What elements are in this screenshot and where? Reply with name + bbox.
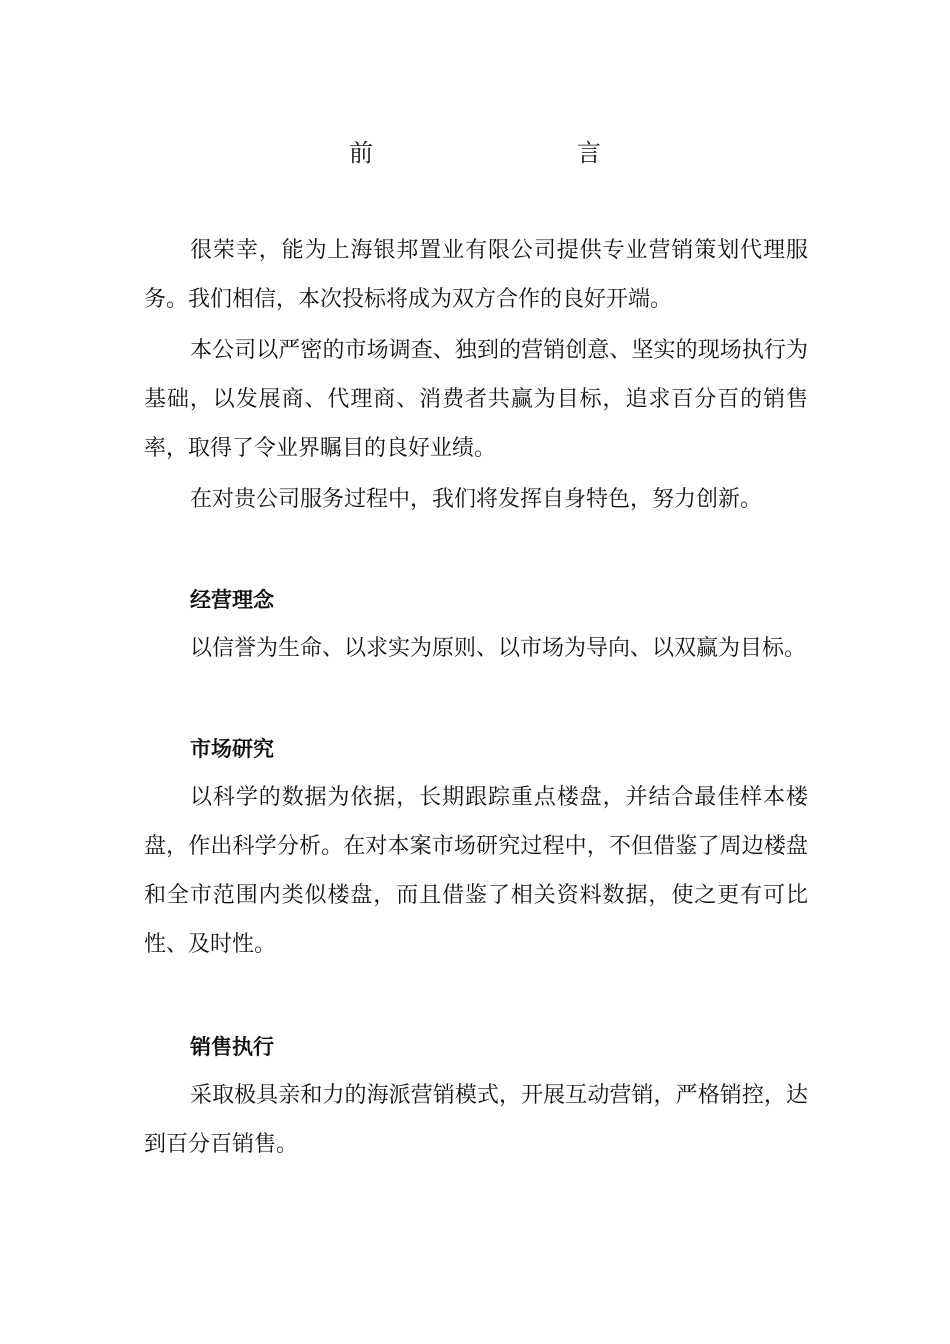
intro-paragraph-2: 本公司以严密的市场调查、独到的营销创意、坚实的现场执行为基础，以发展商、代理商、消费者共赢为目标，追求百分百的销售率，取得了令业界瞩目的良好业绩。 xyxy=(144,338,808,461)
section-body-market-research: 以科学的数据为依据，长期跟踪重点楼盘，并结合最佳样本楼盘，作出科学分析。在对本案市场研究过程中，不但借鉴了周边楼盘和全市范围内类似楼盘，而且借鉴了相关资料数据，使之更有可比性、及时性。 xyxy=(144,785,808,957)
section-body-sales-execution: 采取极具亲和力的海派营销模式，开展互动营销，严格销控，达到百分百销售。 xyxy=(144,1083,808,1157)
section-heading-market-research: 市场研究 xyxy=(190,737,274,761)
section-heading-sales-execution: 销售执行 xyxy=(190,1035,274,1059)
intro-paragraph-3: 在对贵公司服务过程中，我们将发挥自身特色，努力创新。 xyxy=(190,487,763,512)
section-body-philosophy: 以信誉为生命、以求实为原则、以市场为导向、以双赢为目标。 xyxy=(190,636,807,661)
page-title: 前 言 xyxy=(349,139,691,167)
section-heading-philosophy: 经营理念 xyxy=(190,588,274,612)
intro-paragraph-1: 很荣幸，能为上海银邦置业有限公司提供专业营销策划代理服务。我们相信，本次投标将成为双方合作的良好开端。 xyxy=(144,238,808,312)
